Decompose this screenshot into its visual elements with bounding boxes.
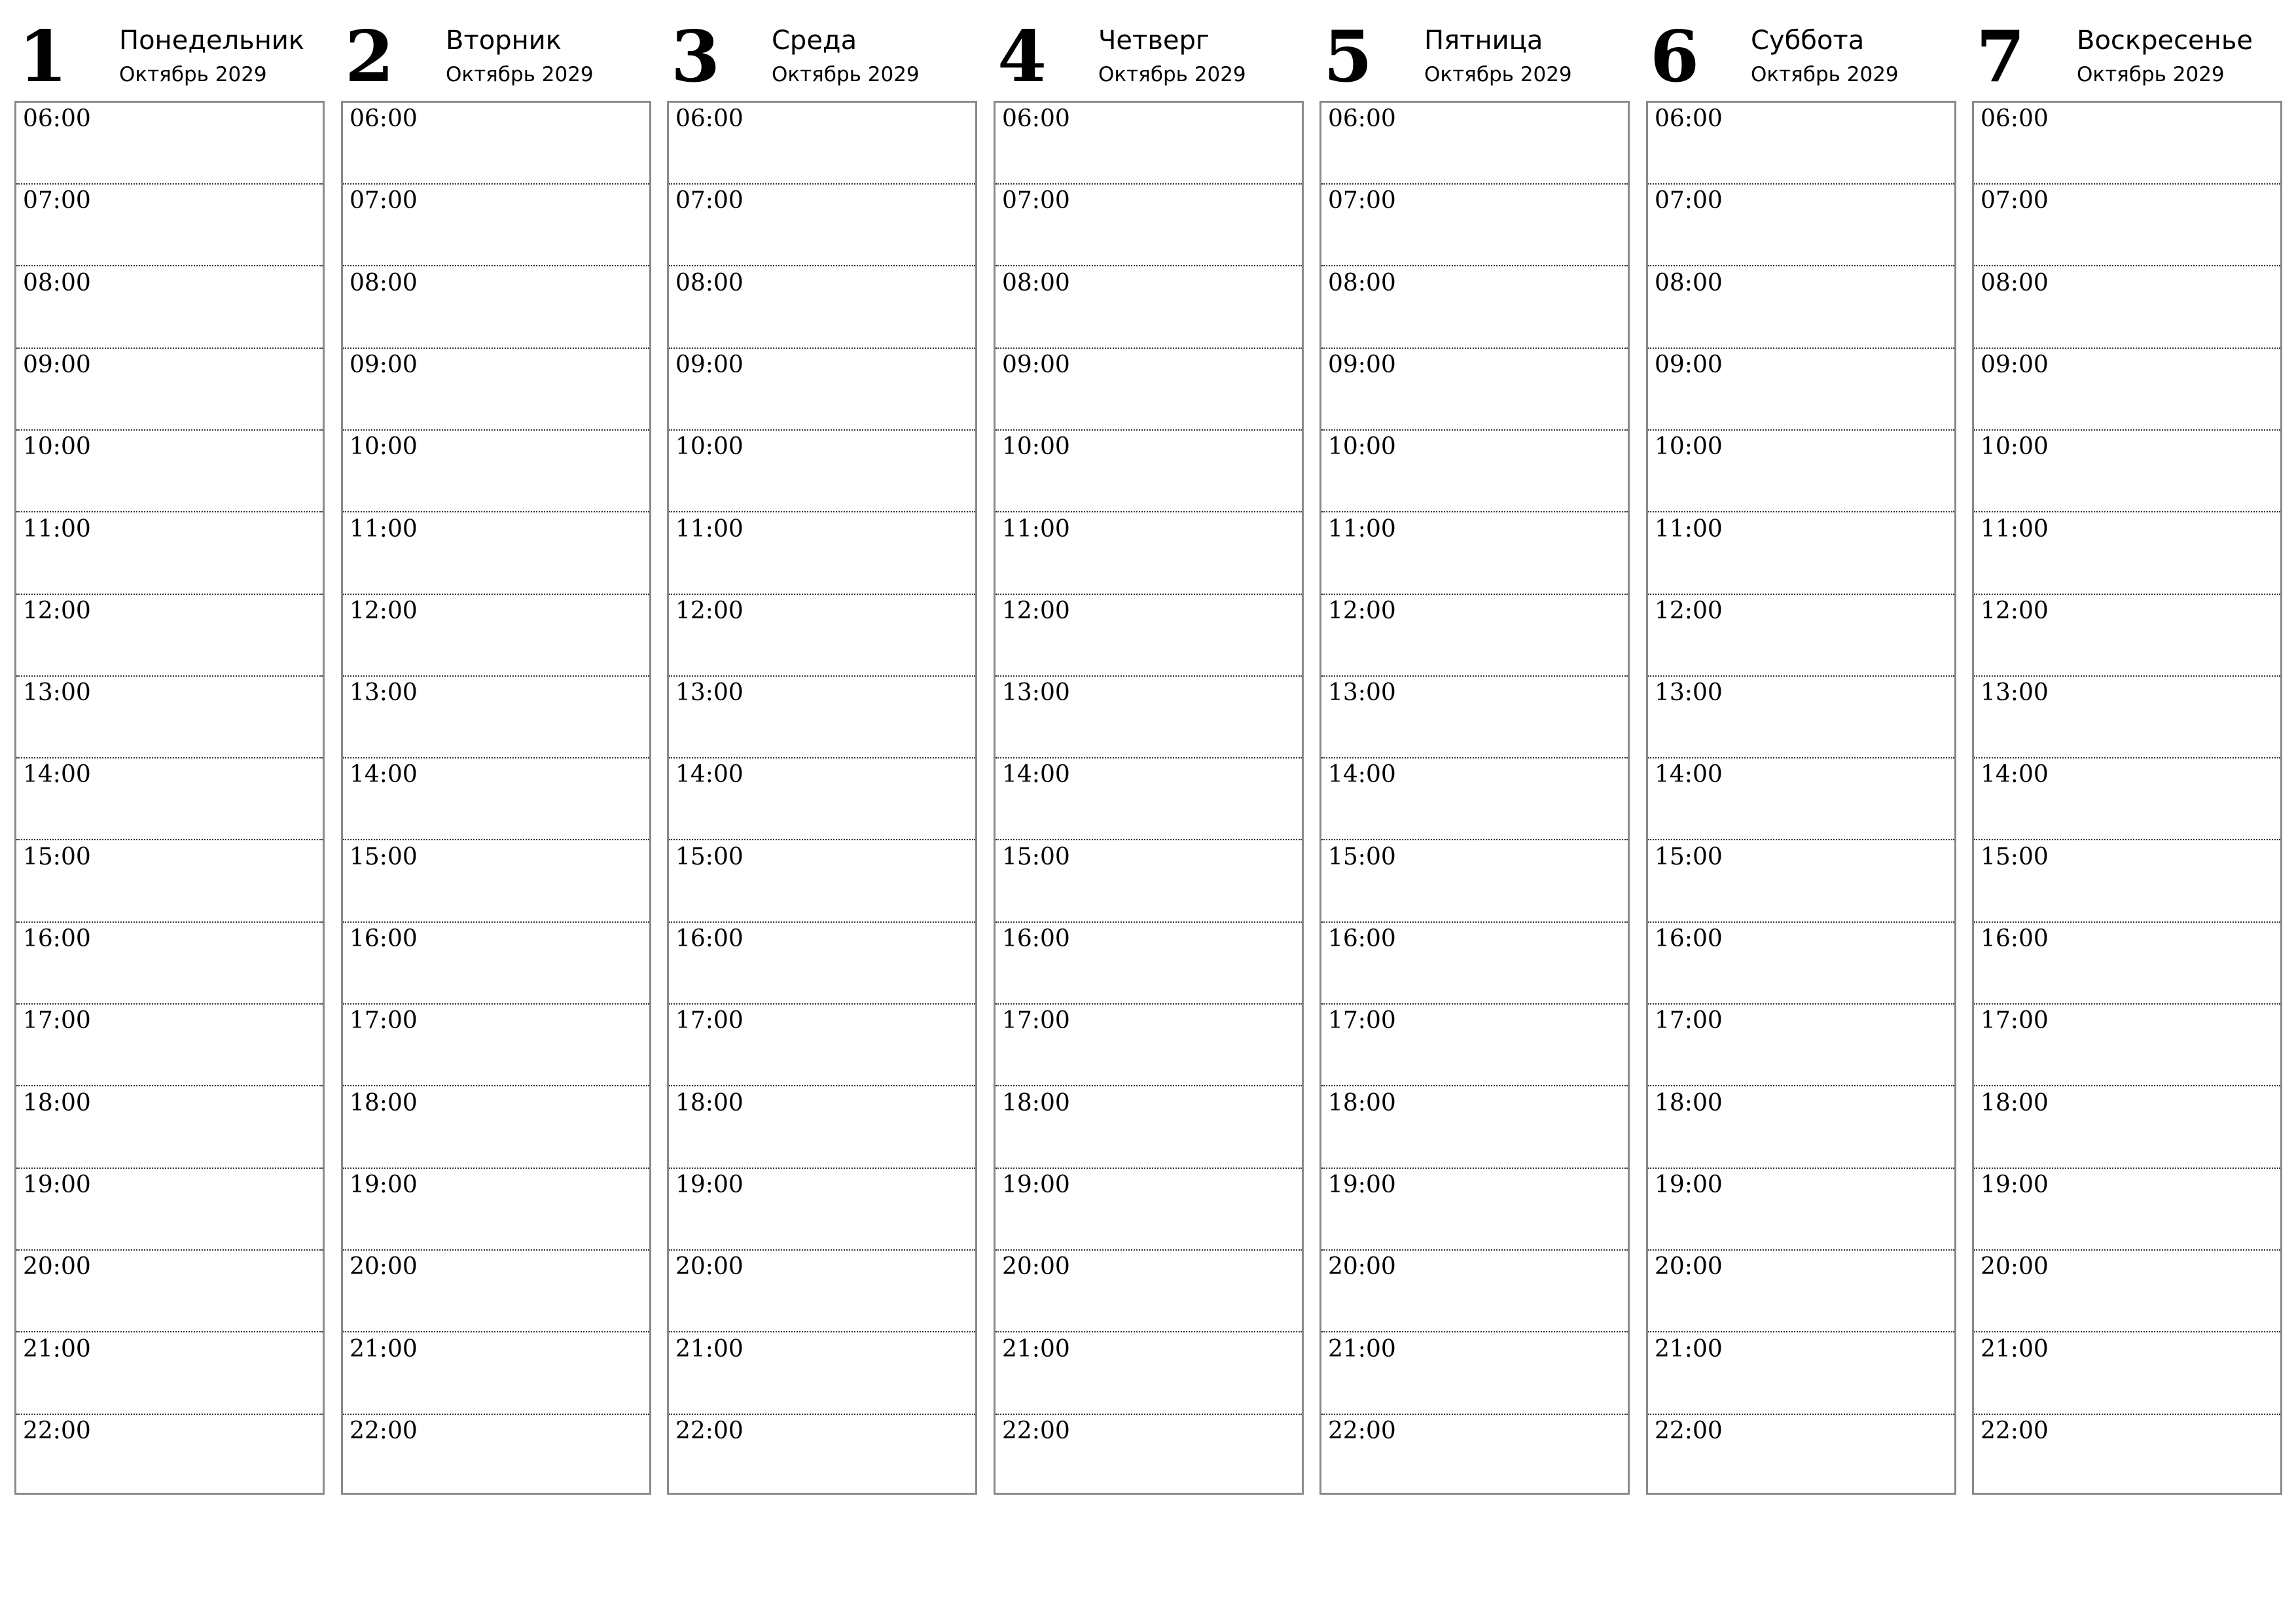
time-slot[interactable] bbox=[16, 1415, 323, 1497]
time-label: 10:00 bbox=[1328, 433, 1396, 460]
time-slot[interactable] bbox=[1321, 349, 1628, 431]
time-slot[interactable] bbox=[669, 1087, 975, 1169]
time-slot[interactable] bbox=[343, 349, 649, 431]
time-slot[interactable] bbox=[1321, 103, 1628, 185]
time-slot[interactable] bbox=[669, 1333, 975, 1415]
time-label: 17:00 bbox=[350, 1007, 418, 1034]
time-slot[interactable] bbox=[669, 431, 975, 512]
time-label: 12:00 bbox=[1981, 597, 2049, 624]
time-label: 12:00 bbox=[23, 597, 91, 624]
time-slot[interactable] bbox=[16, 185, 323, 266]
time-slot[interactable] bbox=[1321, 1251, 1628, 1332]
time-slot[interactable] bbox=[1648, 349, 1954, 431]
time-slot[interactable] bbox=[16, 841, 323, 923]
time-slot[interactable] bbox=[1648, 267, 1954, 349]
time-label: 20:00 bbox=[1002, 1253, 1070, 1280]
time-slot[interactable] bbox=[1648, 595, 1954, 677]
day-month-year: Октябрь 2029 bbox=[2077, 63, 2225, 86]
time-slot[interactable] bbox=[1974, 758, 2280, 840]
day-header bbox=[14, 0, 327, 98]
time-label: 08:00 bbox=[350, 270, 418, 296]
time-label: 19:00 bbox=[1981, 1171, 2049, 1198]
day-column bbox=[667, 0, 980, 1505]
time-slot[interactable] bbox=[1974, 1087, 2280, 1169]
time-slot[interactable] bbox=[1321, 677, 1628, 758]
time-label: 14:00 bbox=[675, 761, 744, 788]
time-label: 07:00 bbox=[1002, 187, 1070, 214]
time-slot[interactable] bbox=[1321, 513, 1628, 595]
time-slot[interactable] bbox=[343, 923, 649, 1005]
time-label: 20:00 bbox=[350, 1253, 418, 1280]
time-label: 16:00 bbox=[1655, 925, 1723, 952]
time-slot[interactable] bbox=[1648, 1415, 1954, 1497]
time-slot[interactable] bbox=[1648, 431, 1954, 512]
time-label: 22:00 bbox=[350, 1418, 418, 1444]
time-slot[interactable] bbox=[343, 103, 649, 185]
time-slot[interactable] bbox=[996, 513, 1302, 595]
time-label: 14:00 bbox=[350, 761, 418, 788]
day-header bbox=[1319, 0, 1632, 98]
time-slot[interactable] bbox=[996, 349, 1302, 431]
time-label: 22:00 bbox=[675, 1418, 744, 1444]
time-label: 18:00 bbox=[675, 1090, 744, 1116]
time-slot[interactable] bbox=[996, 185, 1302, 266]
time-slot[interactable] bbox=[1974, 185, 2280, 266]
time-label: 16:00 bbox=[23, 925, 91, 952]
time-label: 11:00 bbox=[1655, 516, 1723, 543]
time-slot[interactable] bbox=[16, 1087, 323, 1169]
time-slot[interactable] bbox=[669, 513, 975, 595]
time-slot[interactable] bbox=[16, 103, 323, 185]
time-slot[interactable] bbox=[669, 595, 975, 677]
day-schedule-box bbox=[341, 101, 651, 1495]
time-label: 12:00 bbox=[675, 597, 744, 624]
time-slot[interactable] bbox=[16, 431, 323, 512]
time-slot[interactable] bbox=[16, 513, 323, 595]
time-label: 22:00 bbox=[1002, 1418, 1070, 1444]
time-label: 09:00 bbox=[1981, 351, 2049, 378]
time-label: 20:00 bbox=[1981, 1253, 2049, 1280]
time-label: 06:00 bbox=[1328, 105, 1396, 132]
time-label: 20:00 bbox=[675, 1253, 744, 1280]
time-slot[interactable] bbox=[1321, 267, 1628, 349]
time-label: 19:00 bbox=[23, 1171, 91, 1198]
time-label: 14:00 bbox=[1002, 761, 1070, 788]
time-slot[interactable] bbox=[669, 1169, 975, 1251]
time-label: 19:00 bbox=[675, 1171, 744, 1198]
time-label: 09:00 bbox=[350, 351, 418, 378]
time-label: 14:00 bbox=[1328, 761, 1396, 788]
time-slot[interactable] bbox=[1974, 1415, 2280, 1497]
time-label: 12:00 bbox=[1328, 597, 1396, 624]
time-slot[interactable] bbox=[343, 431, 649, 512]
time-slot[interactable] bbox=[996, 1087, 1302, 1169]
time-label: 15:00 bbox=[350, 844, 418, 870]
time-slot[interactable] bbox=[996, 595, 1302, 677]
time-label: 08:00 bbox=[1328, 270, 1396, 296]
time-label: 12:00 bbox=[350, 597, 418, 624]
time-slot[interactable] bbox=[996, 677, 1302, 758]
time-label: 16:00 bbox=[350, 925, 418, 952]
day-name: Пятница bbox=[1424, 26, 1543, 56]
time-label: 07:00 bbox=[1655, 187, 1723, 214]
time-label: 22:00 bbox=[23, 1418, 91, 1444]
time-slot[interactable] bbox=[343, 1251, 649, 1332]
time-slot[interactable] bbox=[996, 758, 1302, 840]
time-label: 13:00 bbox=[1328, 679, 1396, 706]
day-name: Суббота bbox=[1751, 26, 1865, 56]
time-label: 06:00 bbox=[1002, 105, 1070, 132]
time-slot[interactable] bbox=[1321, 595, 1628, 677]
time-label: 13:00 bbox=[675, 679, 744, 706]
time-slot[interactable] bbox=[996, 1251, 1302, 1332]
day-column bbox=[1972, 0, 2285, 1505]
time-label: 15:00 bbox=[1981, 844, 2049, 870]
time-slot[interactable] bbox=[1321, 1087, 1628, 1169]
time-label: 21:00 bbox=[1002, 1336, 1070, 1363]
day-header bbox=[1646, 0, 1959, 98]
time-label: 22:00 bbox=[1655, 1418, 1723, 1444]
time-label: 14:00 bbox=[1655, 761, 1723, 788]
time-label: 15:00 bbox=[1002, 844, 1070, 870]
time-label: 11:00 bbox=[1328, 516, 1396, 543]
day-header bbox=[667, 0, 980, 98]
time-slot[interactable] bbox=[1974, 103, 2280, 185]
time-slot[interactable] bbox=[1321, 1415, 1628, 1497]
time-label: 06:00 bbox=[675, 105, 744, 132]
time-label: 18:00 bbox=[1328, 1090, 1396, 1116]
day-column bbox=[1646, 0, 1959, 1505]
time-slot[interactable] bbox=[669, 841, 975, 923]
day-month-year: Октябрь 2029 bbox=[772, 63, 920, 86]
time-slot[interactable] bbox=[669, 1005, 975, 1086]
day-column bbox=[341, 0, 654, 1505]
time-label: 15:00 bbox=[1655, 844, 1723, 870]
time-label: 08:00 bbox=[23, 270, 91, 296]
time-label: 06:00 bbox=[1981, 105, 2049, 132]
time-slot[interactable] bbox=[669, 923, 975, 1005]
day-number: 5 bbox=[1323, 16, 1373, 98]
time-slot[interactable] bbox=[1648, 758, 1954, 840]
time-label: 11:00 bbox=[675, 516, 744, 543]
time-slot[interactable] bbox=[1648, 923, 1954, 1005]
time-slot[interactable] bbox=[1974, 1251, 2280, 1332]
time-label: 20:00 bbox=[23, 1253, 91, 1280]
day-schedule-box bbox=[1646, 101, 1956, 1495]
time-label: 09:00 bbox=[1002, 351, 1070, 378]
time-label: 11:00 bbox=[350, 516, 418, 543]
time-label: 19:00 bbox=[350, 1171, 418, 1198]
time-slot[interactable] bbox=[996, 923, 1302, 1005]
time-slot[interactable] bbox=[669, 1415, 975, 1497]
time-label: 10:00 bbox=[23, 433, 91, 460]
time-label: 15:00 bbox=[1328, 844, 1396, 870]
time-slot[interactable] bbox=[1974, 1333, 2280, 1415]
time-slot[interactable] bbox=[16, 1333, 323, 1415]
time-label: 10:00 bbox=[350, 433, 418, 460]
day-number: 1 bbox=[18, 16, 68, 98]
time-slot[interactable] bbox=[1321, 1005, 1628, 1086]
time-label: 18:00 bbox=[1981, 1090, 2049, 1116]
day-month-year: Октябрь 2029 bbox=[119, 63, 267, 86]
day-column bbox=[994, 0, 1306, 1505]
time-label: 20:00 bbox=[1655, 1253, 1723, 1280]
time-slot[interactable] bbox=[996, 1005, 1302, 1086]
time-label: 20:00 bbox=[1328, 1253, 1396, 1280]
time-label: 22:00 bbox=[1981, 1418, 2049, 1444]
day-column bbox=[1319, 0, 1632, 1505]
time-slot[interactable] bbox=[1974, 841, 2280, 923]
time-slot[interactable] bbox=[1648, 103, 1954, 185]
time-slot[interactable] bbox=[343, 267, 649, 349]
time-slot[interactable] bbox=[16, 1005, 323, 1086]
time-label: 21:00 bbox=[1981, 1336, 2049, 1363]
day-number: 4 bbox=[997, 16, 1047, 98]
time-slot[interactable] bbox=[996, 103, 1302, 185]
time-label: 17:00 bbox=[675, 1007, 744, 1034]
time-label: 06:00 bbox=[350, 105, 418, 132]
time-slot[interactable] bbox=[1648, 677, 1954, 758]
time-slot[interactable] bbox=[343, 513, 649, 595]
day-schedule-box bbox=[14, 101, 325, 1495]
time-label: 22:00 bbox=[1328, 1418, 1396, 1444]
time-label: 18:00 bbox=[23, 1090, 91, 1116]
time-slot[interactable] bbox=[996, 431, 1302, 512]
time-slot[interactable] bbox=[343, 1415, 649, 1497]
time-slot[interactable] bbox=[343, 677, 649, 758]
time-label: 10:00 bbox=[1002, 433, 1070, 460]
time-label: 19:00 bbox=[1002, 1171, 1070, 1198]
time-label: 19:00 bbox=[1328, 1171, 1396, 1198]
time-slot[interactable] bbox=[16, 267, 323, 349]
time-label: 11:00 bbox=[23, 516, 91, 543]
time-slot[interactable] bbox=[996, 267, 1302, 349]
time-slot[interactable] bbox=[1321, 841, 1628, 923]
time-label: 10:00 bbox=[1655, 433, 1723, 460]
time-slot[interactable] bbox=[1648, 1333, 1954, 1415]
time-slot[interactable] bbox=[1974, 1005, 2280, 1086]
time-slot[interactable] bbox=[16, 923, 323, 1005]
time-slot[interactable] bbox=[996, 841, 1302, 923]
day-schedule-box bbox=[994, 101, 1304, 1495]
time-slot[interactable] bbox=[996, 1415, 1302, 1497]
time-slot[interactable] bbox=[669, 677, 975, 758]
time-label: 16:00 bbox=[1328, 925, 1396, 952]
time-slot[interactable] bbox=[996, 1169, 1302, 1251]
time-label: 10:00 bbox=[675, 433, 744, 460]
time-slot[interactable] bbox=[1974, 513, 2280, 595]
time-label: 21:00 bbox=[1655, 1336, 1723, 1363]
time-label: 11:00 bbox=[1981, 516, 2049, 543]
time-label: 21:00 bbox=[23, 1336, 91, 1363]
time-label: 07:00 bbox=[350, 187, 418, 214]
time-label: 16:00 bbox=[675, 925, 744, 952]
time-slot[interactable] bbox=[1321, 1333, 1628, 1415]
time-label: 14:00 bbox=[1981, 761, 2049, 788]
time-label: 16:00 bbox=[1981, 925, 2049, 952]
time-slot[interactable] bbox=[343, 1333, 649, 1415]
time-label: 11:00 bbox=[1002, 516, 1070, 543]
time-label: 07:00 bbox=[1981, 187, 2049, 214]
time-slot[interactable] bbox=[1321, 185, 1628, 266]
time-label: 12:00 bbox=[1002, 597, 1070, 624]
time-slot[interactable] bbox=[16, 758, 323, 840]
time-slot[interactable] bbox=[343, 758, 649, 840]
time-label: 15:00 bbox=[23, 844, 91, 870]
time-slot[interactable] bbox=[16, 595, 323, 677]
time-slot[interactable] bbox=[343, 841, 649, 923]
time-slot[interactable] bbox=[669, 1251, 975, 1332]
day-name: Четверг bbox=[1098, 26, 1210, 56]
day-header bbox=[994, 0, 1306, 98]
time-slot[interactable] bbox=[343, 185, 649, 266]
time-label: 06:00 bbox=[1655, 105, 1723, 132]
time-label: 17:00 bbox=[1002, 1007, 1070, 1034]
time-slot[interactable] bbox=[669, 103, 975, 185]
day-month-year: Октябрь 2029 bbox=[446, 63, 594, 86]
time-label: 18:00 bbox=[1655, 1090, 1723, 1116]
time-label: 13:00 bbox=[1002, 679, 1070, 706]
time-slot[interactable] bbox=[1974, 595, 2280, 677]
time-label: 17:00 bbox=[1328, 1007, 1396, 1034]
time-label: 12:00 bbox=[1655, 597, 1723, 624]
time-label: 14:00 bbox=[23, 761, 91, 788]
time-slot[interactable] bbox=[1974, 267, 2280, 349]
day-name: Вторник bbox=[446, 26, 562, 56]
day-header bbox=[341, 0, 654, 98]
time-slot[interactable] bbox=[1648, 1087, 1954, 1169]
day-column bbox=[14, 0, 327, 1505]
time-label: 09:00 bbox=[1328, 351, 1396, 378]
day-month-year: Октябрь 2029 bbox=[1098, 63, 1246, 86]
day-number: 2 bbox=[345, 16, 395, 98]
day-name: Воскресенье bbox=[2077, 26, 2253, 56]
time-label: 08:00 bbox=[1655, 270, 1723, 296]
time-slot[interactable] bbox=[16, 1251, 323, 1332]
day-month-year: Октябрь 2029 bbox=[1751, 63, 1899, 86]
time-label: 10:00 bbox=[1981, 433, 2049, 460]
time-slot[interactable] bbox=[669, 267, 975, 349]
time-slot[interactable] bbox=[1321, 923, 1628, 1005]
time-label: 07:00 bbox=[1328, 187, 1396, 214]
day-name: Среда bbox=[772, 26, 857, 56]
time-label: 21:00 bbox=[1328, 1336, 1396, 1363]
time-label: 08:00 bbox=[675, 270, 744, 296]
time-slot[interactable] bbox=[1648, 513, 1954, 595]
time-label: 09:00 bbox=[675, 351, 744, 378]
time-label: 08:00 bbox=[1981, 270, 2049, 296]
time-slot[interactable] bbox=[343, 595, 649, 677]
time-slot[interactable] bbox=[1321, 758, 1628, 840]
time-slot[interactable] bbox=[1974, 677, 2280, 758]
time-slot[interactable] bbox=[669, 349, 975, 431]
time-slot[interactable] bbox=[1648, 1169, 1954, 1251]
day-number: 7 bbox=[1976, 16, 2026, 98]
day-number: 6 bbox=[1650, 16, 1700, 98]
time-label: 15:00 bbox=[675, 844, 744, 870]
time-label: 17:00 bbox=[23, 1007, 91, 1034]
day-schedule-box bbox=[667, 101, 977, 1495]
time-label: 09:00 bbox=[23, 351, 91, 378]
day-schedule-box bbox=[1319, 101, 1630, 1495]
time-slot[interactable] bbox=[1321, 1169, 1628, 1251]
time-label: 17:00 bbox=[1655, 1007, 1723, 1034]
time-slot[interactable] bbox=[669, 185, 975, 266]
time-label: 09:00 bbox=[1655, 351, 1723, 378]
time-label: 07:00 bbox=[23, 187, 91, 214]
time-slot[interactable] bbox=[1648, 185, 1954, 266]
time-label: 16:00 bbox=[1002, 925, 1070, 952]
time-slot[interactable] bbox=[996, 1333, 1302, 1415]
time-slot[interactable] bbox=[1974, 349, 2280, 431]
day-name: Понедельник bbox=[119, 26, 305, 56]
time-label: 21:00 bbox=[675, 1336, 744, 1363]
time-label: 13:00 bbox=[350, 679, 418, 706]
time-slot[interactable] bbox=[343, 1005, 649, 1086]
time-slot[interactable] bbox=[1648, 1005, 1954, 1086]
time-slot[interactable] bbox=[16, 677, 323, 758]
time-slot[interactable] bbox=[1974, 923, 2280, 1005]
time-label: 21:00 bbox=[350, 1336, 418, 1363]
time-slot[interactable] bbox=[343, 1087, 649, 1169]
time-slot[interactable] bbox=[343, 1169, 649, 1251]
time-label: 07:00 bbox=[675, 187, 744, 214]
time-slot[interactable] bbox=[1974, 431, 2280, 512]
time-slot[interactable] bbox=[1974, 1169, 2280, 1251]
day-month-year: Октябрь 2029 bbox=[1424, 63, 1572, 86]
day-schedule-box bbox=[1972, 101, 2282, 1495]
time-slot[interactable] bbox=[16, 1169, 323, 1251]
time-label: 19:00 bbox=[1655, 1171, 1723, 1198]
time-label: 17:00 bbox=[1981, 1007, 2049, 1034]
day-number: 3 bbox=[671, 16, 721, 98]
time-label: 06:00 bbox=[23, 105, 91, 132]
time-label: 18:00 bbox=[1002, 1090, 1070, 1116]
time-label: 08:00 bbox=[1002, 270, 1070, 296]
time-slot[interactable] bbox=[16, 349, 323, 431]
day-header bbox=[1972, 0, 2285, 98]
time-slot[interactable] bbox=[1321, 431, 1628, 512]
time-slot[interactable] bbox=[669, 758, 975, 840]
time-label: 13:00 bbox=[23, 679, 91, 706]
time-slot[interactable] bbox=[1648, 841, 1954, 923]
time-label: 13:00 bbox=[1655, 679, 1723, 706]
time-label: 13:00 bbox=[1981, 679, 2049, 706]
time-label: 18:00 bbox=[350, 1090, 418, 1116]
time-slot[interactable] bbox=[1648, 1251, 1954, 1332]
